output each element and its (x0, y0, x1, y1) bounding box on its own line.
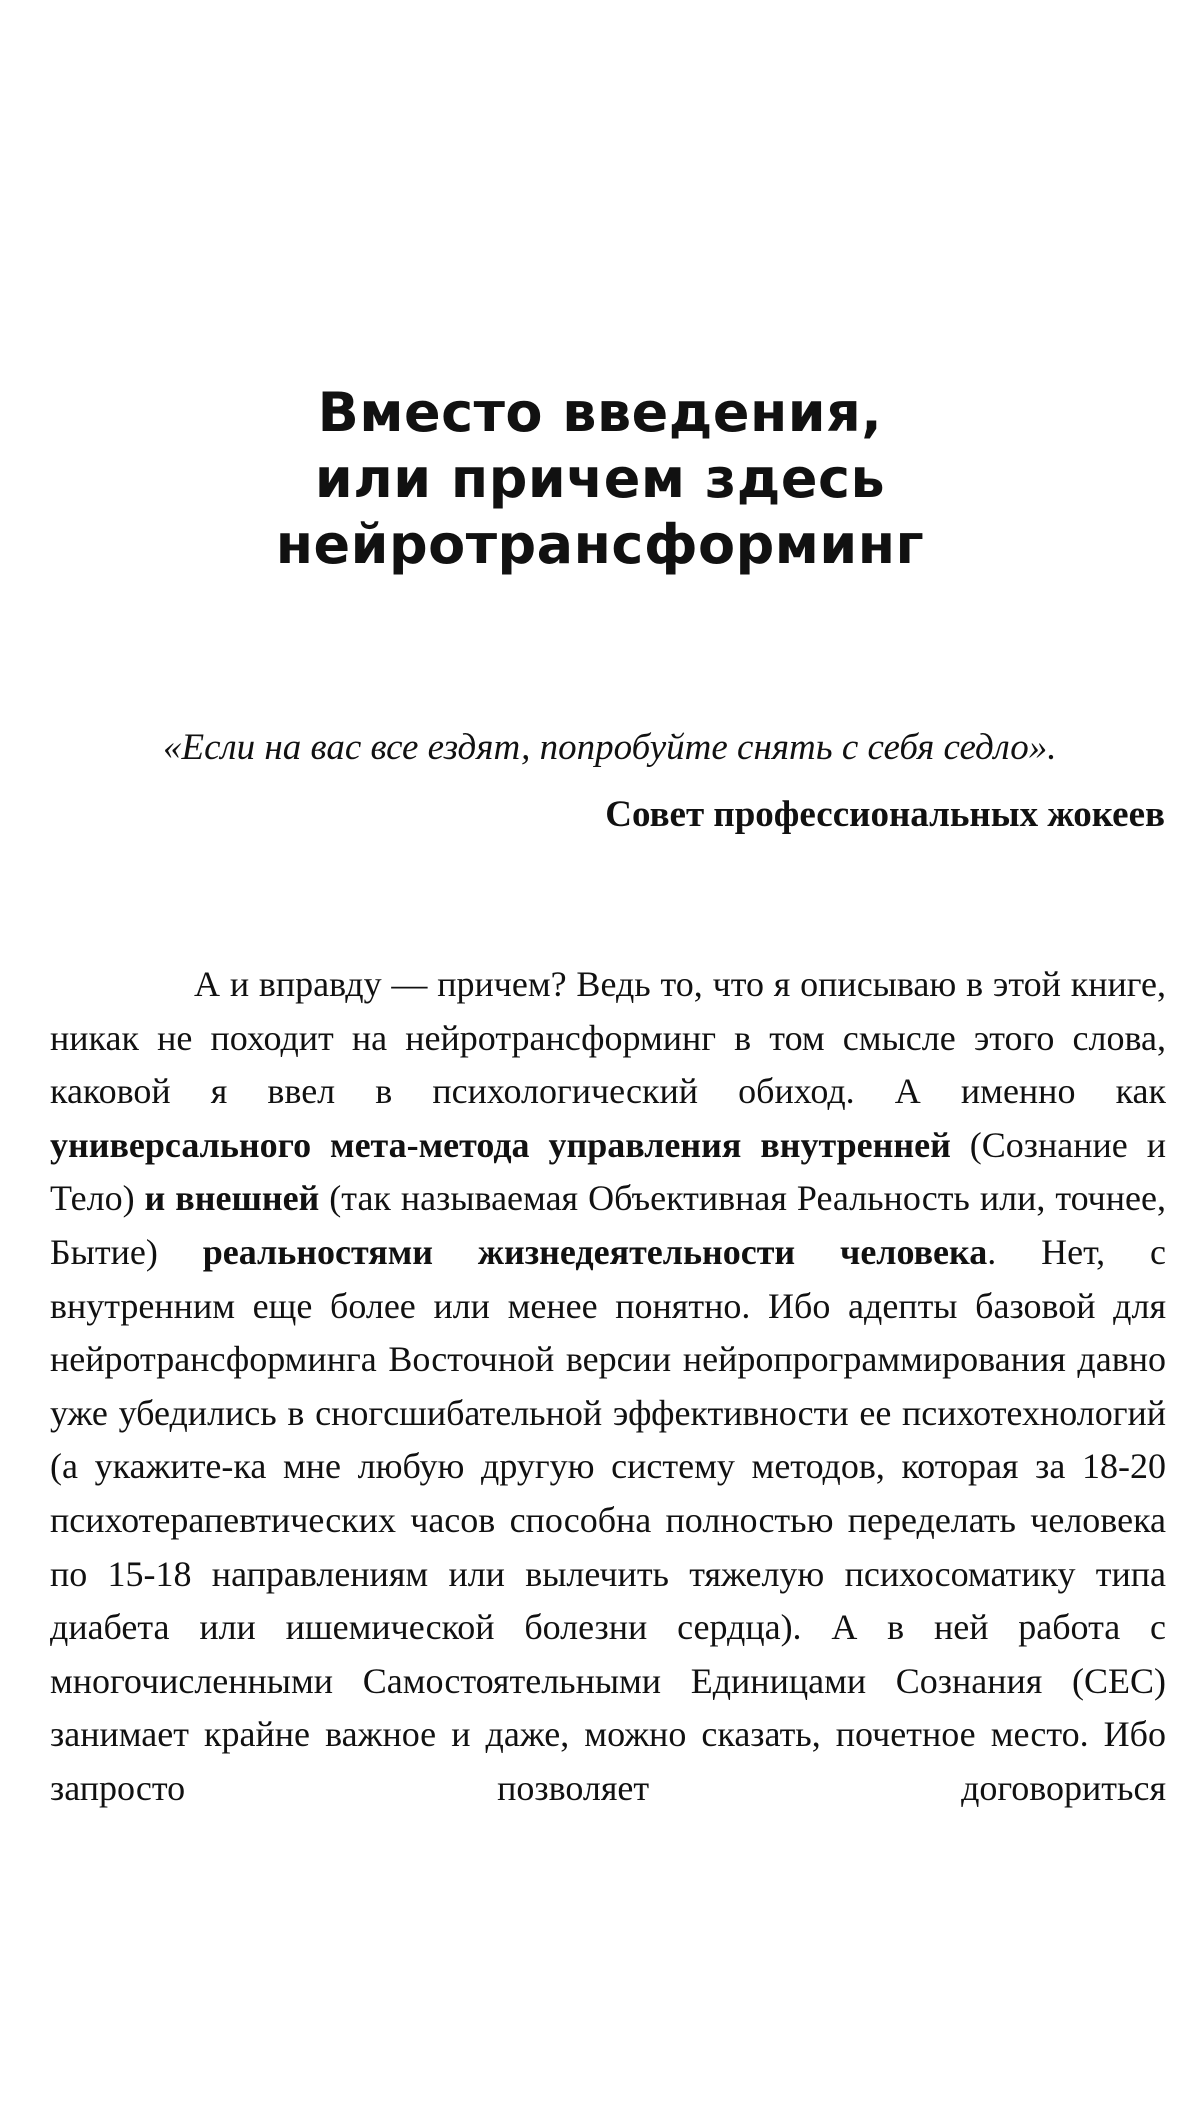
body-bold-phrase: и внешней (144, 1178, 320, 1219)
chapter-title-line-2: или причем здесь (314, 447, 886, 510)
chapter-title (0, 380, 1200, 578)
body-paragraph (50, 958, 1166, 1816)
chapter-title-line-3: нейротрансформинг (275, 513, 925, 576)
epigraph (163, 720, 1165, 842)
body-text-segment: . Нет, с внутренним еще более или менее понятно. Ибо адепты базовой для нейротрансформинга Восточной версии нейропрограммирования давно уже убедились в сногсшибательной эффективности ее психотехнологий (а укажите-ка мне любую другую систему методов, которая за 18-20 психотерапевтических часов способна полностью переделать человека по 15-18 направлениям или вылечить тяжелую психосоматику типа диабета или ишемической болезни сердца). А в ней работа с многочисленными Самостоятельными Единицами Сознания (СЕС) занимает крайне важное и даже, можно сказать, почетное место. Ибо запросто позволяет договориться (50, 1231, 1167, 1808)
body-bold-phrase: универсального мета-метода управления внутренней (50, 1124, 951, 1165)
body-text-segment: (так называемая Объективная Реальность или, точнее, Бытие) (50, 1178, 1166, 1272)
body-text-segment: А и вправду — причем? Ведь то, что я описываю в этой книге, никак не походит на нейротрансформинг в том смысле этого слова, каковой я ввел в психологический обиход. А именно как (50, 964, 1166, 1112)
body-text-segment: (Сознание и Тело) (50, 1124, 1166, 1219)
chapter-title-line-1: Вместо введения, (317, 381, 883, 444)
body-bold-phrase: реальностями жизнедеятельности человека (202, 1231, 988, 1272)
epigraph-quote: «Если на вас все ездят, попробуйте снять с себя седло». (163, 727, 1057, 768)
epigraph-author: Совет профессиональных жокеев (605, 794, 1165, 835)
